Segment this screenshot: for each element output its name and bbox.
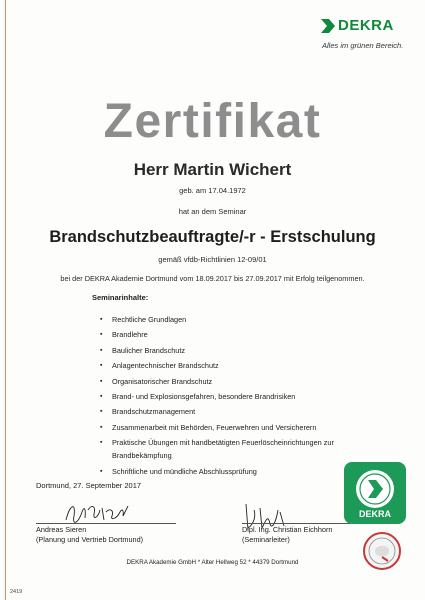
signer-left-name: Andreas Sieren	[36, 525, 87, 534]
list-item	[100, 375, 382, 388]
footer-address: DEKRA Akademie GmbH * Alter Hellweg 52 * 44379 Dortmund	[126, 559, 299, 566]
list-item	[100, 359, 382, 372]
seal-emblem-icon	[356, 470, 394, 508]
signer-right-name: Dipl. Ing. Christian Eichhorn	[242, 525, 333, 534]
signer-right	[242, 525, 332, 545]
list-item	[100, 465, 382, 478]
signer-left-role: (Planung und Vertrieb Dortmund)	[36, 535, 144, 544]
signature-line-right	[242, 523, 350, 524]
signature-line-left	[36, 523, 176, 524]
topic-label: Praktische Übungen mit handbetätigten Feuerlöscheinrichtungen zur Brandbekämpfung	[112, 438, 334, 461]
seal-label: DEKRA	[358, 509, 391, 519]
list-item	[100, 344, 382, 357]
topic-label: Schriftliche und mündliche Abschlussprüfung	[112, 466, 257, 476]
dekra-arrow-icon	[320, 18, 336, 34]
topic-label: Brandschutzmanagement	[112, 407, 196, 417]
list-item	[100, 390, 382, 403]
bullet-icon: ▪	[100, 423, 103, 431]
topics-list	[100, 313, 382, 480]
place-date: Dortmund, 27. September 2017	[36, 481, 142, 490]
brand-slogan: Alles im grünen Bereich.	[322, 41, 404, 50]
seminar-intro: hat an dem Seminar	[178, 207, 247, 216]
certificate-title: Zertifikat	[103, 95, 322, 148]
guideline-text: gemäß vfdb-Richtlinien 12-09/01	[158, 255, 267, 264]
dekra-logo	[320, 16, 400, 38]
birth-date: geb. am 17.04.1972	[179, 186, 246, 195]
bullet-icon: ▪	[100, 377, 103, 385]
topic-label: Organisatorischer Brandschutz	[112, 376, 213, 386]
list-item	[100, 436, 382, 462]
bullet-icon: ▪	[100, 346, 103, 354]
topic-label: Anlagentechnischer Brandschutz	[112, 361, 219, 371]
list-item	[100, 313, 382, 326]
document-number: 2419	[10, 589, 23, 595]
bullet-icon: ▪	[100, 362, 103, 370]
brand-name: DEKRA	[338, 17, 394, 34]
bullet-icon: ▪	[100, 467, 103, 475]
signer-left	[36, 525, 143, 545]
list-item	[100, 405, 382, 418]
dekra-seal	[344, 462, 406, 524]
attendance-text: bei der DEKRA Akademie Dortmund vom 18.09.2017 bis 27.09.2017 mit Erfolg teilgenommen.	[60, 274, 365, 283]
bullet-icon: ▪	[100, 392, 103, 400]
recipient-name: Herr Martin Wichert	[133, 160, 292, 179]
list-item	[100, 421, 382, 434]
bullet-icon: ▪	[100, 316, 103, 323]
topic-label: Brand- und Explosionsgefahren, besondere Brandrisiken	[112, 391, 296, 401]
contents-heading: Seminarinhalte:	[92, 293, 149, 302]
topic-label: Baulicher Brandschutz	[112, 345, 186, 355]
bullet-icon: ▪	[100, 439, 103, 447]
bullet-icon: ▪	[100, 331, 103, 339]
bullet-icon: ▪	[100, 408, 103, 416]
signer-right-role: (Seminarleiter)	[242, 535, 290, 544]
topic-label: Rechtliche Grundlagen	[112, 315, 187, 324]
topic-label: Zusammenarbeit mit Behörden, Feuerwehren und Versicherern	[112, 422, 317, 432]
course-title: Brandschutzbeauftragte/-r - Erstschulung	[49, 228, 376, 246]
list-item	[100, 328, 382, 341]
topic-label: Brandlehre	[112, 330, 148, 340]
left-edge-line	[5, 0, 6, 600]
